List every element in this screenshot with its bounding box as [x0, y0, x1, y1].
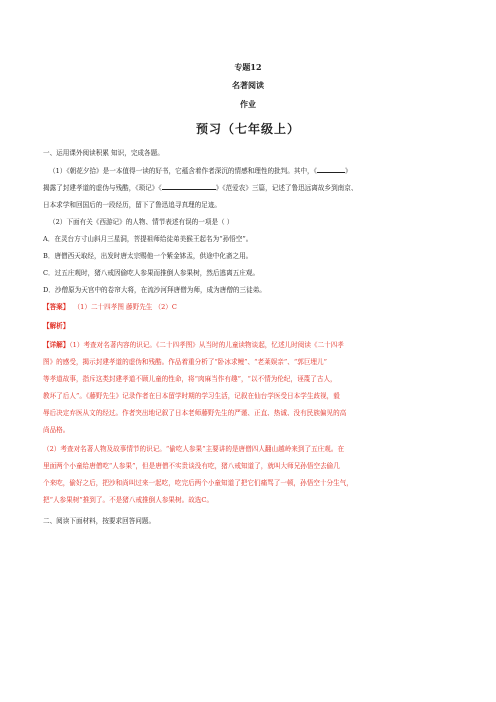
analysis-p1-line5: 辱后决定弃医从文的经过。作者突出地记叙了日本老师藤野先生的严谨、正直、热诚、没有民族偏见的高: [43, 409, 347, 417]
analysis-p1-line1: 【详解】（1）考查对名著内容的识记。《二十四孝图》从当时的儿童读物谈起，忆述儿时阅读《二十四孝: [43, 341, 344, 349]
analysis-p2-line1: （2）考查对名著人物及故事情节的识记。“偷吃人参果”主要讲的是唐僧四人翻山越岭来到了五庄观。在: [43, 445, 345, 453]
analysis-p2-line2: 里面两个小童给唐僧吃“人参果”，但是唐僧不实贵谈没有吃，猪八戒知道了，就叫大师兄孙悟空去偷几: [43, 462, 340, 470]
answer-blank-2: [162, 183, 216, 190]
analysis-p1-line4: 教坏了后人”。《藤野先生》记录作者在日本留学时期的学习生活，记叙在仙台学医受日本学生歧视，毅: [43, 392, 340, 400]
answer-label: 【答案】: [43, 303, 70, 311]
subject-title: 名著阅读: [232, 80, 264, 90]
topic-title: 专题12: [234, 62, 262, 72]
question1-line2: 揭露了封建孝道的虚伪与残酷，《琐记》《 》《范爱农》三篇，记述了鲁迅远离故乡到南京、: [43, 184, 358, 192]
question1-line3: 日本求学和回国后的一段经历，留下了鲁迅追寻真理的足迹。: [43, 201, 222, 209]
option-a: A．在灵台方寸山斜月三星洞，菩提祖师给徒弟美猴王起名为“孙悟空”。: [43, 235, 253, 243]
analysis-p1-line2: 图》的感受，揭示封建孝道的虚伪和残酷。作品着重分析了“卧冰求鲤”、“老莱娱亲”、“郭巨埋儿”: [43, 358, 327, 366]
option-b: B．唐僧西天取经，出发时唐太宗赐他一个紫金钵盂，供途中化斋之用。: [43, 252, 253, 260]
option-d: D．沙僧原为天宫中的卷帘大将，在流沙河拜唐僧为师，成为唐僧的三徒弟。: [43, 286, 266, 294]
part1-heading: 一、运用课外阅读积累 知识，完成各题。: [43, 149, 164, 157]
question1-line1: （1）《朝花夕拾》是一本值得一读的好书，它蕴含着作者深沉的情感和理性的批判。其中，《 》: [49, 167, 352, 175]
part2-heading: 二、阅读下面材料，按要求回答问题。: [43, 517, 156, 525]
analysis-p1-line3: 等孝道故事，指斥这类封建孝道不顾儿童的性命，将“肉麻当作有趣”，“以不情为伦纪，诬蔑了古人，: [43, 375, 337, 383]
analysis-p1-line6: 尚品格。: [43, 426, 70, 434]
answer-line: [43, 301, 459, 315]
answer-blank-1: [317, 166, 345, 173]
answer-text: （1）二十四孝图 藤野先生 （2）C: [73, 303, 177, 311]
section-title: 预习（七年级上）: [195, 122, 300, 136]
analysis-p2-line4: 把“人参果树”推到了。不是猪八戒推倒人参果树。故选C。: [43, 496, 214, 504]
analysis-p2-line3: 个来吃，偷好之后，把沙和尚叫过来一起吃，吃完后两个小童知道了把它们痛骂了一顿，孙悟空十分生气，: [43, 479, 353, 487]
type-title: 作业: [240, 99, 256, 109]
analysis-label: 【解析】: [43, 322, 70, 330]
option-c: C．过五庄观时，猪八戒因偷吃人参果而推倒人参果树，然后逃离五庄观。: [43, 269, 260, 277]
question2-stem: （2）下面有关《西游记》的人物、情节表述有误的一项是（ ）: [49, 218, 234, 226]
detail-label: 【详解】: [43, 341, 70, 349]
